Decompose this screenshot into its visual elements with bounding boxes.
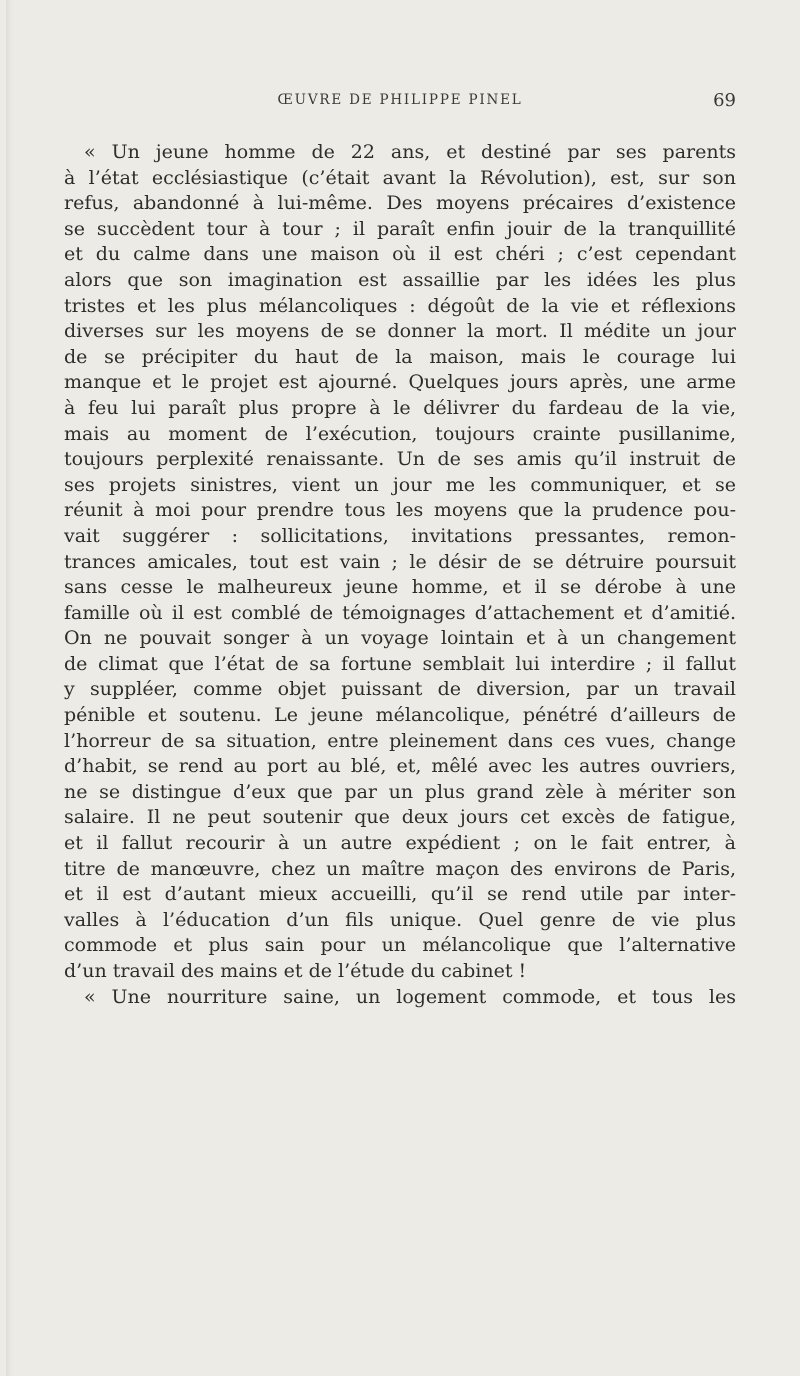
text-line: « Un jeune homme de 22 ans, et destiné par ses parents [84, 141, 736, 163]
running-head [64, 92, 736, 116]
text-line: vait suggérer : sollicitations, invitations pressantes, remon- [64, 524, 736, 547]
body-text [64, 140, 736, 1010]
text-line: d’habit, se rend au port au blé, et, mêlé avec les autres ouvriers, [64, 755, 736, 778]
text-line: ne se distingue d’eux que par un plus grand zèle à mériter son [64, 780, 736, 803]
text-line: et du calme dans une maison où il est chéri ; c’est cependant [64, 243, 736, 266]
text-line: famille où il est comblé de témoignages d’attachement et d’amitié. [64, 601, 736, 624]
text-line: trances amicales, tout est vain ; le désir de se détruire poursuit [64, 550, 736, 573]
text-line: l’horreur de sa situation, entre pleinement dans ces vues, change [64, 729, 736, 752]
text-line: de se précipiter du haut de la maison, mais le courage lui [64, 345, 736, 368]
text-line: « Une nourriture saine, un logement commode, et tous les [84, 985, 736, 1008]
text-line: de climat que l’état de sa fortune semblait lui interdire ; il fallut [64, 652, 736, 675]
text-line: sans cesse le malheureux jeune homme, et il se dérobe à une [64, 576, 736, 599]
text-line: toujours perplexité renaissante. Un de ses amis qu’il instruit de [64, 448, 736, 471]
text-line: refus, abandonné à lui-même. Des moyens précaires d’existence [64, 192, 736, 215]
text-line: réunit à moi pour prendre tous les moyens que la prudence pou- [64, 499, 736, 522]
page-edge-shadow [6, 0, 14, 1376]
text-line: On ne pouvait songer à un voyage lointain et à un changement [64, 627, 736, 650]
page-number: 69 [713, 90, 736, 111]
text-line: salaire. Il ne peut soutenir que deux jours cet excès de fatigue, [64, 806, 736, 829]
text-line: et il fallut recourir à un autre expédient ; on le fait entrer, à [64, 832, 736, 855]
text-line: alors que son imagination est assaillie par les idées les plus [64, 268, 736, 291]
text-line: pénible et soutenu. Le jeune mélancolique, pénétré d’ailleurs de [64, 704, 736, 727]
text-line: à feu lui paraît plus propre à le délivrer du fardeau de la vie, [64, 396, 736, 419]
text-line: et il est d’autant mieux accueilli, qu’il se rend utile par inter- [64, 883, 736, 906]
text-line: valles à l’éducation d’un fils unique. Quel genre de vie plus [64, 908, 736, 931]
text-line: d’un travail des mains et de l’étude du cabinet ! [64, 960, 527, 982]
text-line: manque et le projet est ajourné. Quelques jours après, une arme [64, 371, 736, 394]
text-line: ses projets sinistres, vient un jour me les communiquer, et se [64, 473, 736, 496]
text-line: mais au moment de l’exécution, toujours crainte pusillanime, [64, 422, 736, 445]
text-line: titre de manœuvre, chez un maître maçon des environs de Paris, [64, 857, 736, 880]
text-line: à l’état ecclésiastique (c’était avant la Révolution), est, sur son [64, 166, 736, 189]
text-line: y suppléer, comme objet puissant de diversion, par un travail [64, 678, 736, 701]
text-line: diverses sur les moyens de se donner la mort. Il médite un jour [64, 320, 736, 343]
text-line: se succèdent tour à tour ; il paraît enfin jouir de la tranquillité [64, 217, 736, 240]
text-line: commode et plus sain pour un mélancolique que l’alternative [64, 934, 736, 957]
running-title: ŒUVRE DE PHILIPPE PINEL [277, 92, 523, 108]
text-line: tristes et les plus mélancoliques : dégoût de la vie et réflexions [64, 294, 736, 317]
